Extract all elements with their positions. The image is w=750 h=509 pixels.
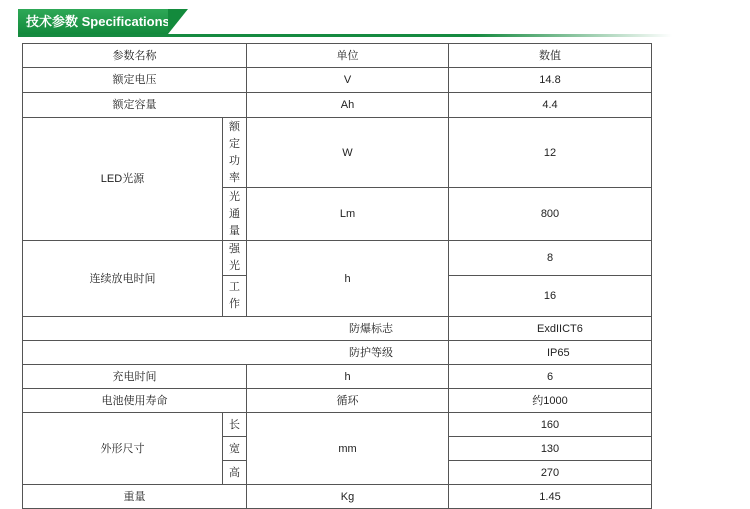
table-row — [23, 485, 652, 509]
led-power-sublabel: 额定功率 — [223, 118, 247, 188]
header-value: 数值 — [449, 44, 652, 68]
rated-capacity-name: 额定容量 — [23, 93, 247, 118]
rated-voltage-name: 额定电压 — [23, 68, 247, 93]
explosion-mark-value: ExdIICT6 — [449, 317, 652, 341]
table-row — [23, 389, 652, 413]
led-flux-value: 800 — [449, 188, 652, 241]
width-sublabel: 宽 — [223, 437, 247, 461]
width-value: 130 — [449, 437, 652, 461]
table-row — [23, 317, 652, 341]
weight-value: 1.45 — [449, 485, 652, 509]
weight-name: 重量 — [23, 485, 247, 509]
specifications-table — [22, 43, 652, 509]
table-row — [23, 341, 652, 365]
dimensions-unit: mm — [247, 413, 449, 485]
height-value: 270 — [449, 461, 652, 485]
protection-level-value: IP65 — [449, 341, 652, 365]
charge-time-value: 6 — [449, 365, 652, 389]
length-value: 160 — [449, 413, 652, 437]
height-sublabel: 高 — [223, 461, 247, 485]
battery-life-name: 电池使用寿命 — [23, 389, 247, 413]
rated-capacity-unit: Ah — [247, 93, 449, 118]
table-row — [23, 365, 652, 389]
table-row — [23, 118, 652, 188]
charge-time-unit: h — [247, 365, 449, 389]
weight-unit: Kg — [247, 485, 449, 509]
table-row — [23, 68, 652, 93]
header-param-name: 参数名称 — [23, 44, 247, 68]
battery-life-value: 约1000 — [449, 389, 652, 413]
explosion-mark-name: 防爆标志 — [23, 317, 449, 341]
continuous-discharge-name: 连续放电时间 — [23, 241, 223, 317]
charge-time-name: 充电时间 — [23, 365, 247, 389]
header-underline — [18, 34, 672, 37]
rated-capacity-value: 4.4 — [449, 93, 652, 118]
protection-level-name: 防护等级 — [23, 341, 449, 365]
dimensions-name: 外形尺寸 — [23, 413, 223, 485]
header-unit: 单位 — [247, 44, 449, 68]
table-row — [23, 241, 652, 276]
led-power-unit: W — [247, 118, 449, 188]
table-row — [23, 413, 652, 437]
section-header — [18, 9, 708, 39]
rated-voltage-unit: V — [247, 68, 449, 93]
led-power-value: 12 — [449, 118, 652, 188]
led-flux-sublabel: 光通量 — [223, 188, 247, 241]
work-light-value: 16 — [449, 276, 652, 317]
table-row — [23, 93, 652, 118]
table-header-row — [23, 44, 652, 68]
work-light-sublabel: 工作 — [223, 276, 247, 317]
header-tab — [18, 9, 168, 34]
led-source-name: LED光源 — [23, 118, 223, 241]
continuous-discharge-unit: h — [247, 241, 449, 317]
rated-voltage-value: 14.8 — [449, 68, 652, 93]
length-sublabel: 长 — [223, 413, 247, 437]
led-flux-unit: Lm — [247, 188, 449, 241]
strong-light-value: 8 — [449, 241, 652, 276]
strong-light-sublabel: 强光 — [223, 241, 247, 276]
header-tab-notch — [168, 9, 188, 34]
battery-life-unit: 循环 — [247, 389, 449, 413]
section-title: 技术参数 Specifications — [26, 14, 170, 29]
